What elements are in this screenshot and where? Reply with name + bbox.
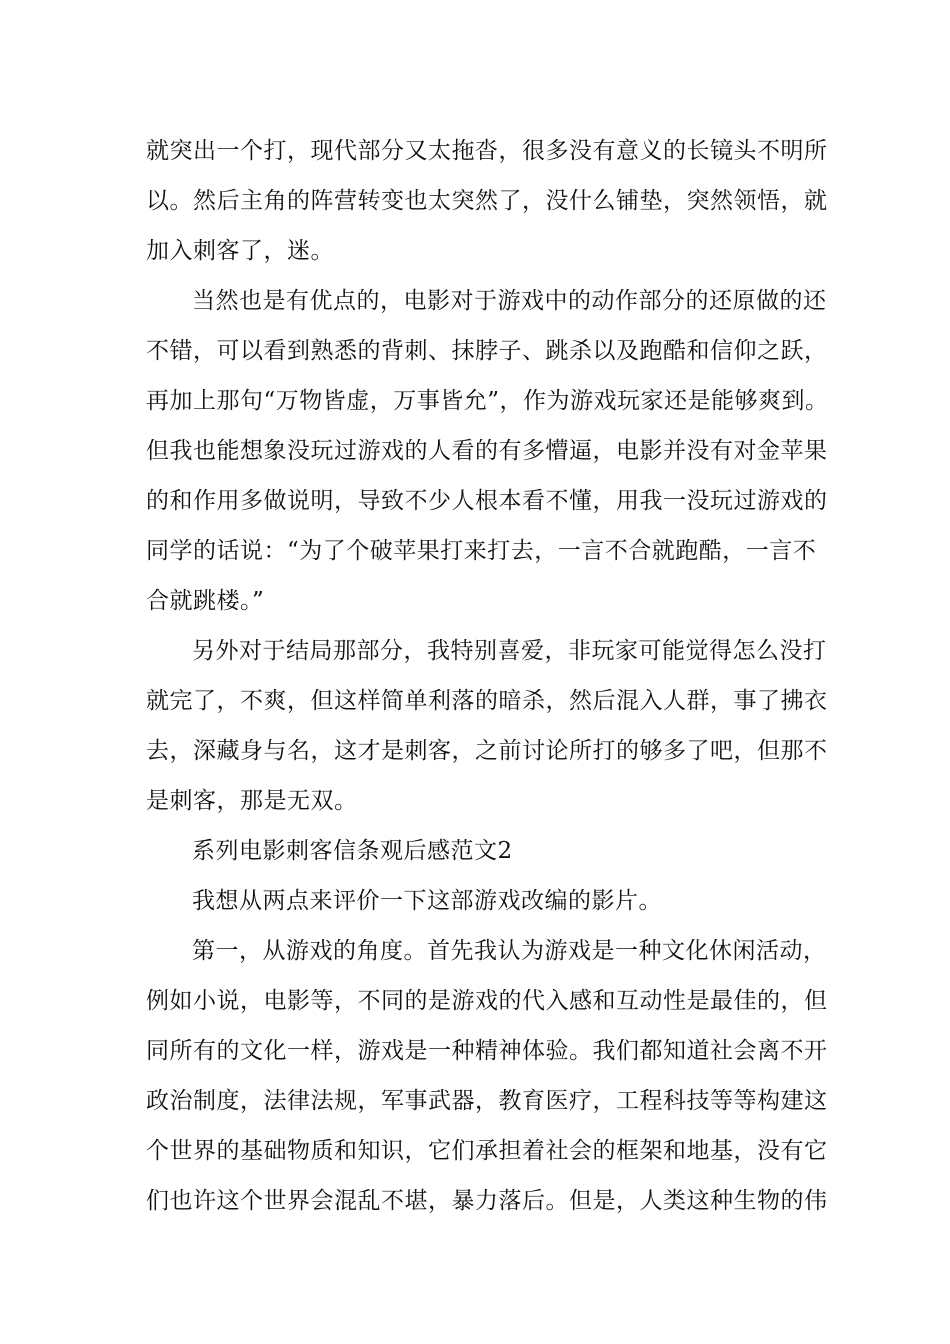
text-line: 同学的话说：“为了个破苹果打来打去，一言不合就跑酷，一言不 — [146, 538, 817, 564]
text-line: 加入刺客了，迷。 — [146, 238, 334, 264]
text-line: 以。然后主角的阵营转变也太突然了，没什么铺垫，突然领悟，就 — [146, 188, 828, 214]
text-line: 再加上那句“万物皆虚，万事皆允”，作为游戏玩家还是能够爽到。 — [146, 388, 829, 414]
text-line: 的和作用多做说明，导致不少人根本看不懂，用我一没玩过游戏的 — [146, 488, 828, 514]
text-line: 去，深藏身与名，这才是刺客，之前讨论所打的够多了吧，但那不 — [146, 738, 828, 764]
text-line: 政治制度，法律法规，军事武器，教育医疗，工程科技等等构建这 — [146, 1088, 828, 1114]
text-line: 不错，可以看到熟悉的背刺、抹脖子、跳杀以及跑酷和信仰之跃， — [146, 338, 828, 364]
text-line: 第一，从游戏的角度。首先我认为游戏是一种文化休闲活动， — [192, 938, 827, 964]
text-line: 当然也是有优点的，电影对于游戏中的动作部分的还原做的还 — [192, 288, 827, 314]
text-line: 例如小说，电影等，不同的是游戏的代入感和互动性是最佳的，但 — [146, 988, 828, 1014]
text-line: 就突出一个打，现代部分又太拖沓，很多没有意义的长镜头不明所 — [146, 138, 828, 164]
text-line: 我想从两点来评价一下这部游戏改编的影片。 — [192, 888, 662, 914]
text-line: 另外对于结局那部分，我特别喜爱，非玩家可能觉得怎么没打 — [192, 638, 827, 664]
text-line: 是刺客，那是无双。 — [146, 788, 358, 814]
text-line: 个世界的基础物质和知识，它们承担着社会的框架和地基，没有它 — [146, 1138, 828, 1164]
text-line: 但我也能想象没玩过游戏的人看的有多懵逼，电影并没有对金苹果 — [146, 438, 828, 464]
text-line: 合就跳楼。” — [146, 588, 265, 614]
text-line: 同所有的文化一样，游戏是一种精神体验。我们都知道社会离不开 — [146, 1038, 828, 1064]
text-line: 就完了，不爽，但这样简单利落的暗杀，然后混入人群，事了拂衣 — [146, 688, 828, 714]
section-heading: 系列电影刺客信条观后感范文2 — [192, 838, 513, 864]
text-line: 们也许这个世界会混乱不堪，暴力落后。但是，人类这种生物的伟 — [146, 1188, 828, 1214]
